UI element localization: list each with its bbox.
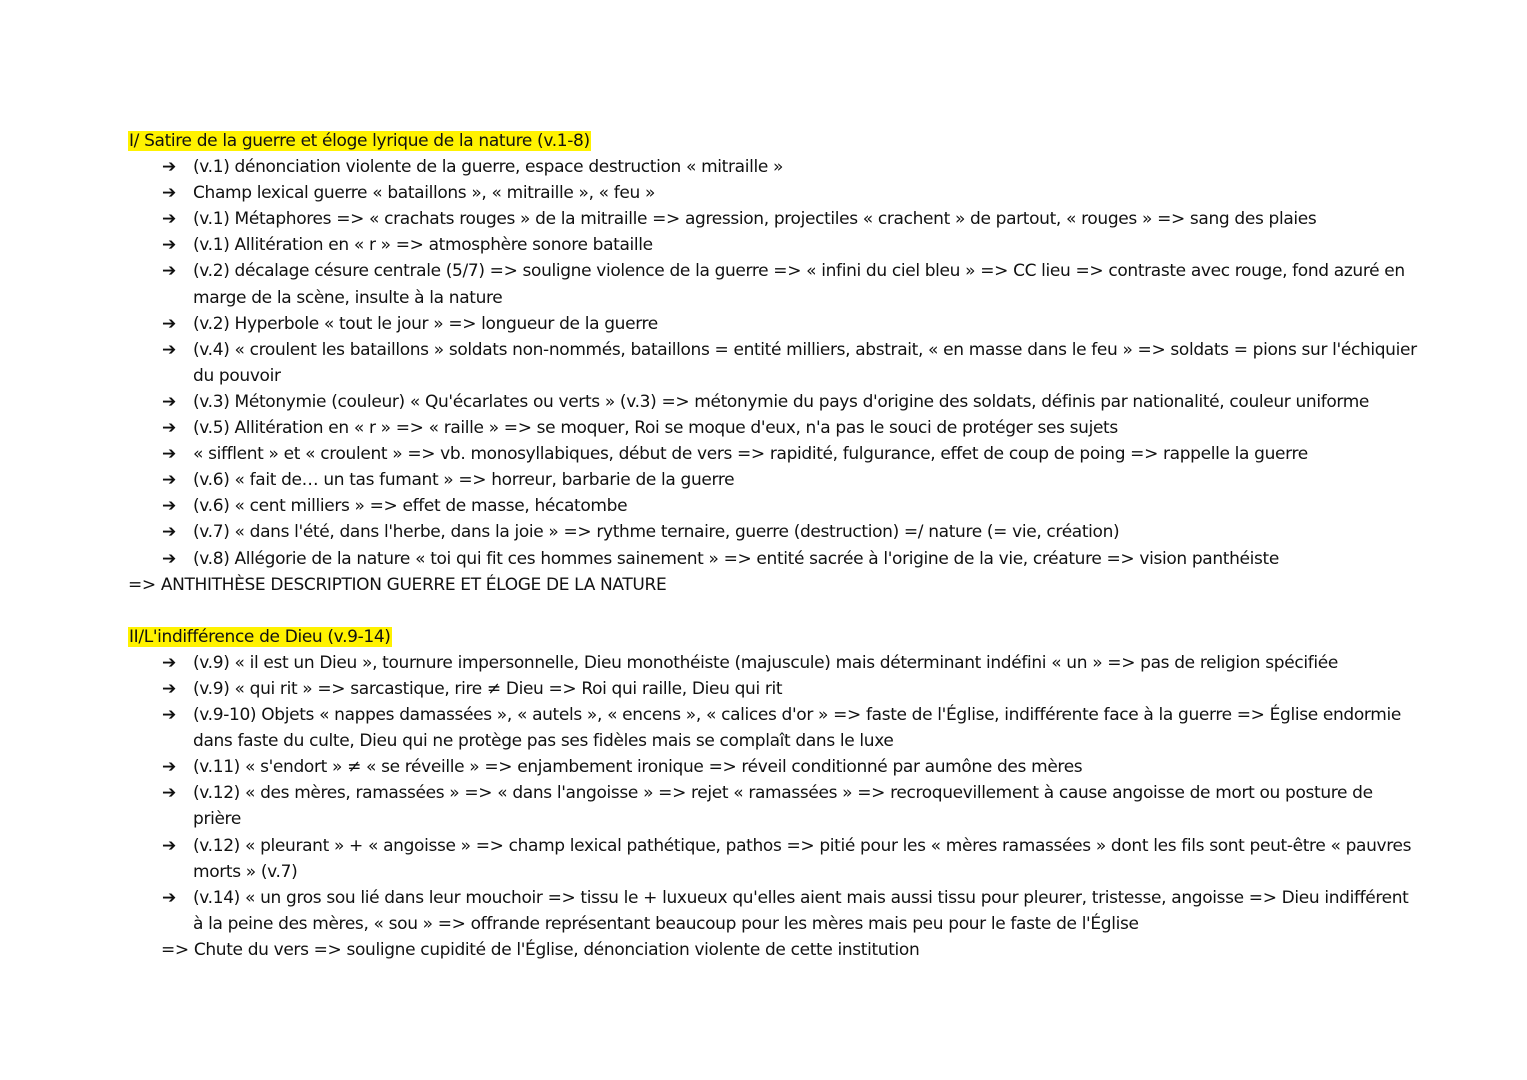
list-item <box>128 519 1418 545</box>
list-item <box>128 493 1418 519</box>
list-item <box>128 650 1418 676</box>
list-item <box>128 780 1418 832</box>
arrow-icon: ➔ <box>162 835 176 856</box>
arrow-icon: ➔ <box>162 496 176 517</box>
bullet-list <box>128 154 1418 572</box>
list-item <box>128 389 1418 415</box>
arrow-icon: ➔ <box>162 887 176 908</box>
list-item <box>128 676 1418 702</box>
list-item <box>128 154 1418 180</box>
arrow-icon: ➔ <box>162 470 176 491</box>
list-item <box>128 206 1418 232</box>
list-item <box>128 311 1418 337</box>
list-item-text: (v.1) Métaphores => « crachats rouges » de la mitraille => agression, projectiles « crachent » de partout, « rouges » => sang des plaies <box>193 209 1317 230</box>
arrow-icon: ➔ <box>162 183 176 204</box>
list-item <box>128 415 1418 441</box>
bullet-list <box>128 650 1418 937</box>
arrow-icon: ➔ <box>162 235 176 256</box>
list-item <box>128 546 1418 572</box>
section-heading <box>128 624 1418 650</box>
list-item-text: (v.3) Métonymie (couleur) « Qu'écarlates ou verts » (v.3) => métonymie du pays d'origine des soldats, définis par nationalité, couleur uniforme <box>193 391 1370 412</box>
list-item-text: (v.12) « pleurant » + « angoisse » => champ lexical pathétique, pathos => pitié pour les « mères ramassées » dont les fils sont peut-être « pauvres morts » (v.7) <box>193 835 1412 882</box>
arrow-icon: ➔ <box>162 418 176 439</box>
list-item <box>128 258 1418 310</box>
list-item-text: (v.5) Allitération en « r » => « raille » => se moquer, Roi se moque d'eux, n'a pas le souci de protéger ses sujets <box>193 418 1118 439</box>
list-item-text: (v.1) dénonciation violente de la guerre, espace destruction « mitraille » <box>193 157 784 178</box>
list-item-text: (v.7) « dans l'été, dans l'herbe, dans la joie » => rythme ternaire, guerre (destruction) =/ nature (= vie, création) <box>193 522 1120 543</box>
list-item-text: (v.9) « qui rit » => sarcastique, rire ≠ Dieu => Roi qui raille, Dieu qui rit <box>193 678 783 699</box>
list-item <box>128 885 1418 937</box>
list-item-text: (v.8) Allégorie de la nature « toi qui fit ces hommes sainement » => entité sacrée à l'origine de la vie, créature => vision panthéiste <box>193 548 1279 569</box>
list-item-text: (v.2) Hyperbole « tout le jour » => longueur de la guerre <box>193 313 658 334</box>
arrow-icon: ➔ <box>162 757 176 778</box>
list-item-text: (v.6) « cent milliers » => effet de masse, hécatombe <box>193 496 628 517</box>
list-item <box>128 232 1418 258</box>
section-1 <box>128 128 1418 598</box>
arrow-icon: ➔ <box>162 705 176 726</box>
arrow-icon: ➔ <box>162 548 176 569</box>
arrow-icon: ➔ <box>162 261 176 282</box>
arrow-icon: ➔ <box>162 391 176 412</box>
section-conclusion: => ANTHITHÈSE DESCRIPTION GUERRE ET ÉLOGE DE LA NATURE <box>128 574 667 595</box>
section-heading-text: II/L'indifférence de Dieu (v.9-14) <box>129 626 391 647</box>
arrow-icon: ➔ <box>162 339 176 360</box>
arrow-icon: ➔ <box>162 157 176 178</box>
section-2 <box>128 624 1418 963</box>
list-item-text: (v.2) décalage césure centrale (5/7) => souligne violence de la guerre => « infini du ciel bleu » => CC lieu => contraste avec rouge, fond azuré en marge de la scène, insulte à la nature <box>193 261 1405 308</box>
list-item <box>128 833 1418 885</box>
section-heading <box>128 128 1418 154</box>
list-item-text: (v.4) « croulent les bataillons » soldats non-nommés, bataillons = entité milliers, abstrait, « en masse dans le feu » => soldats = pions sur l'échiquier du pouvoir <box>193 339 1417 386</box>
list-item <box>128 337 1418 389</box>
list-item <box>128 441 1418 467</box>
list-item-text: (v.11) « s'endort » ≠ « se réveille » => enjambement ironique => réveil conditionné par aumône des mères <box>193 757 1083 778</box>
arrow-icon: ➔ <box>162 783 176 804</box>
list-item-text: (v.6) « fait de… un tas fumant » => horreur, barbarie de la guerre <box>193 470 735 491</box>
arrow-icon: ➔ <box>162 444 176 465</box>
list-item-text: (v.9) « il est un Dieu », tournure impersonnelle, Dieu monothéiste (majuscule) mais déterminant indéfini « un » => pas de religion spécifiée <box>193 652 1338 673</box>
list-item-text: (v.14) « un gros sou lié dans leur mouchoir => tissu le + luxueux qu'elles aient mais aussi tissu pour pleurer, tristesse, angoisse => Dieu indifférent à la peine des mères, « sou » => offrande représentant beaucoup pour les mères mais peu pour le faste de l'Église <box>193 887 1409 934</box>
arrow-icon: ➔ <box>162 209 176 230</box>
list-item-text: « sifflent » et « croulent » => vb. monosyllabiques, début de vers => rapidité, fulgurance, effet de coup de poing => rappelle la guerre <box>193 444 1308 465</box>
list-item-text: (v.12) « des mères, ramassées » => « dans l'angoisse » => rejet « ramassées » => recroquevillement à cause angoisse de mort ou posture de prière <box>193 783 1373 830</box>
list-item <box>128 467 1418 493</box>
section-spacer <box>128 598 1418 624</box>
list-item-text: (v.9-10) Objets « nappes damassées », « autels », « encens », « calices d'or » => faste de l'Église, indifférente face à la guerre => Église endormie dans faste du culte, Dieu qui ne protège pas ses fidèles mais se complaît dans le luxe <box>193 705 1401 752</box>
arrow-icon: ➔ <box>162 652 176 673</box>
list-item-text: (v.1) Allitération en « r » => atmosphère sonore bataille <box>193 235 653 256</box>
list-item <box>128 754 1418 780</box>
section-heading-text: I/ Satire de la guerre et éloge lyrique de la nature (v.1-8) <box>129 131 590 151</box>
list-item-text: Champ lexical guerre « bataillons », « mitraille », « feu » <box>193 183 656 204</box>
section-conclusion: => Chute du vers => souligne cupidité de l'Église, dénonciation violente de cette institution <box>161 939 920 960</box>
list-item <box>128 702 1418 754</box>
arrow-icon: ➔ <box>162 313 176 334</box>
arrow-icon: ➔ <box>162 522 176 543</box>
list-item <box>128 180 1418 206</box>
document-page <box>128 128 1418 963</box>
arrow-icon: ➔ <box>162 678 176 699</box>
